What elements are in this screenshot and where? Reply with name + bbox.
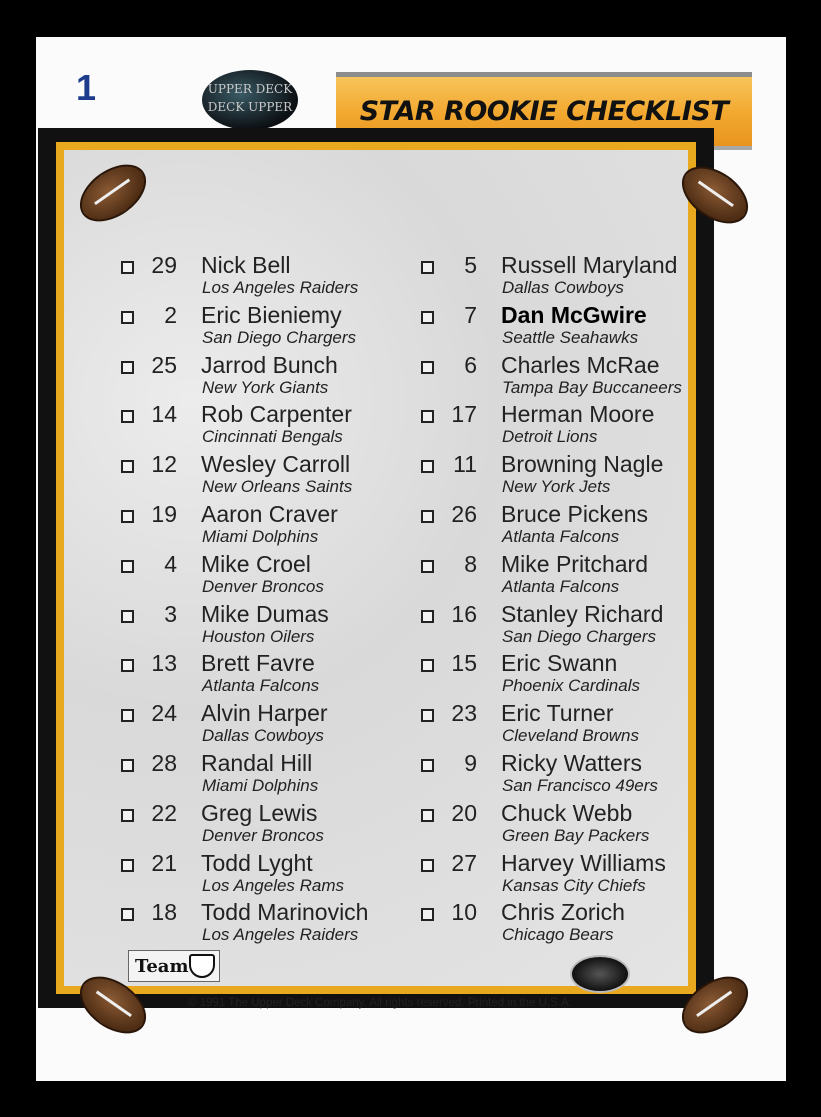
- player-team: San Francisco 49ers: [502, 776, 658, 795]
- checkbox-icon[interactable]: [121, 460, 134, 473]
- player-team: Los Angeles Raiders: [202, 925, 359, 944]
- player-team: Denver Broncos: [202, 577, 324, 596]
- checklist-row: [421, 402, 721, 450]
- checkbox-icon[interactable]: [421, 659, 434, 672]
- card-number-label: 22: [151, 800, 177, 826]
- card-number-label: 4: [164, 551, 177, 577]
- card-number-label: 29: [151, 252, 177, 278]
- checklist-row: [121, 253, 421, 301]
- player-team: San Diego Chargers: [202, 328, 357, 347]
- checklist-row: [421, 651, 721, 699]
- checkbox-icon[interactable]: [421, 709, 434, 722]
- player-name: Bruce Pickens: [501, 501, 649, 527]
- card-number-label: 21: [151, 850, 177, 876]
- nflpa-logo-icon: [570, 955, 630, 993]
- checklist-row: [121, 651, 421, 699]
- checklist-row: [421, 452, 721, 500]
- card-number: 1: [76, 67, 97, 108]
- player-team: Dallas Cowboys: [502, 278, 624, 297]
- player-name: Jarrod Bunch: [201, 352, 338, 378]
- player-name: Charles McRae: [501, 352, 660, 378]
- card-number-label: 2: [164, 302, 177, 328]
- team-nfl-text: Team: [135, 956, 189, 977]
- checklist-row: [421, 701, 721, 749]
- checkbox-icon[interactable]: [421, 460, 434, 473]
- player-team: Detroit Lions: [502, 427, 598, 446]
- player-name: Todd Marinovich: [201, 899, 369, 925]
- player-name: Harvey Williams: [501, 850, 666, 876]
- checkbox-icon[interactable]: [421, 311, 434, 324]
- player-name: Eric Swann: [501, 650, 618, 676]
- player-name: Aaron Craver: [201, 501, 338, 527]
- player-team: Los Angeles Rams: [202, 876, 345, 895]
- player-name: Randal Hill: [201, 750, 313, 776]
- copyright-line: © 1991 The Upper Deck Company. All rights reserved. Printed in the U.S.A.: [188, 997, 572, 1009]
- card-number-label: 20: [451, 800, 477, 826]
- player-team: Atlanta Falcons: [202, 676, 320, 695]
- checklist-row: [421, 552, 721, 600]
- checkbox-icon[interactable]: [421, 759, 434, 772]
- checkbox-icon[interactable]: [121, 709, 134, 722]
- player-name: Wesley Carroll: [201, 451, 351, 477]
- player-team: Tampa Bay Buccaneers: [502, 378, 682, 397]
- checklist-row: [121, 851, 421, 899]
- card-number-label: 3: [164, 601, 177, 627]
- card-number-label: 15: [451, 650, 477, 676]
- card-number-label: 8: [464, 551, 477, 577]
- player-team: Miami Dolphins: [202, 776, 319, 795]
- checkbox-icon[interactable]: [421, 809, 434, 822]
- checklist-row: [421, 851, 721, 899]
- nfl-shield-icon: [189, 954, 215, 978]
- player-name: Chris Zorich: [501, 899, 625, 925]
- player-name: Mike Croel: [201, 551, 311, 577]
- player-team: Seattle Seahawks: [502, 328, 639, 347]
- card-number-label: 5: [464, 252, 477, 278]
- player-team: New York Jets: [502, 477, 611, 496]
- player-name: Eric Turner: [501, 700, 614, 726]
- checklist-row: [421, 353, 721, 401]
- player-name: Russell Maryland: [501, 252, 678, 278]
- checklist-row: [121, 552, 421, 600]
- player-name: Eric Bieniemy: [201, 302, 342, 328]
- checkbox-icon[interactable]: [121, 659, 134, 672]
- player-team: Phoenix Cardinals: [502, 676, 640, 695]
- player-name: Stanley Richard: [501, 601, 664, 627]
- checkbox-icon[interactable]: [121, 261, 134, 274]
- player-team: Kansas City Chiefs: [502, 876, 646, 895]
- player-team: Denver Broncos: [202, 826, 324, 845]
- checklist-row: [121, 402, 421, 450]
- player-team: Miami Dolphins: [202, 527, 319, 546]
- player-team: San Diego Chargers: [502, 627, 657, 646]
- player-team: Atlanta Falcons: [502, 527, 620, 546]
- checklist-row: [421, 751, 721, 799]
- logo-text-bottom: DECK UPPER: [207, 100, 293, 114]
- checkbox-icon[interactable]: [121, 361, 134, 374]
- card-number-label: 10: [451, 899, 477, 925]
- checklist-row: [421, 801, 721, 849]
- player-name: Browning Nagle: [501, 451, 664, 477]
- player-team: Atlanta Falcons: [502, 577, 620, 596]
- checkbox-icon[interactable]: [121, 311, 134, 324]
- player-name: Mike Pritchard: [501, 551, 648, 577]
- player-team: Cincinnati Bengals: [202, 427, 343, 446]
- checklist-row: [121, 900, 421, 948]
- card-number-label: 6: [464, 352, 477, 378]
- checklist-row: [121, 751, 421, 799]
- player-team: Dallas Cowboys: [202, 726, 324, 745]
- card-number-label: 25: [151, 352, 177, 378]
- card-number-label: 18: [151, 899, 177, 925]
- upper-deck-logo-icon: [202, 70, 298, 130]
- player-name: Dan McGwire: [501, 302, 647, 328]
- player-name: Alvin Harper: [201, 700, 328, 726]
- card-number-label: 17: [451, 401, 477, 427]
- player-name: Mike Dumas: [201, 601, 329, 627]
- checklist-row: [421, 602, 721, 650]
- card-number-label: 26: [451, 501, 477, 527]
- checklist-row: [421, 303, 721, 351]
- checklist-row: [421, 900, 721, 948]
- card-number-label: 12: [151, 451, 177, 477]
- checklist-row: [121, 303, 421, 351]
- checkbox-icon[interactable]: [121, 510, 134, 523]
- player-name: Nick Bell: [201, 252, 291, 278]
- card-number-label: 7: [464, 302, 477, 328]
- player-name: Ricky Watters: [501, 750, 642, 776]
- logo-text-top: UPPER DECK: [207, 82, 293, 96]
- player-name: Todd Lyght: [201, 850, 313, 876]
- player-name: Rob Carpenter: [201, 401, 352, 427]
- player-team: Green Bay Packers: [502, 826, 650, 845]
- card-number-label: 23: [451, 700, 477, 726]
- checkbox-icon[interactable]: [121, 410, 134, 423]
- player-team: Chicago Bears: [502, 925, 614, 944]
- player-team: Los Angeles Raiders: [202, 278, 359, 297]
- checkbox-icon[interactable]: [421, 908, 434, 921]
- checklist-row: [421, 253, 721, 301]
- card-number-label: 27: [451, 850, 477, 876]
- checklist-row: [121, 602, 421, 650]
- checkbox-icon[interactable]: [121, 809, 134, 822]
- checkbox-icon[interactable]: [121, 908, 134, 921]
- checklist-row: [121, 452, 421, 500]
- checkbox-icon[interactable]: [121, 759, 134, 772]
- checkbox-icon[interactable]: [421, 410, 434, 423]
- checkbox-icon[interactable]: [421, 510, 434, 523]
- checkbox-icon[interactable]: [421, 859, 434, 872]
- player-team: New York Giants: [202, 378, 329, 397]
- checklist-title: STAR ROOKIE CHECKLIST: [359, 96, 729, 127]
- checkbox-icon[interactable]: [121, 610, 134, 623]
- card-number-label: 13: [151, 650, 177, 676]
- player-name: Greg Lewis: [201, 800, 318, 826]
- card-number-label: 11: [453, 451, 477, 477]
- card-number-label: 24: [151, 700, 177, 726]
- card-number-label: 9: [464, 750, 477, 776]
- card-number-label: 19: [151, 501, 177, 527]
- player-name: Herman Moore: [501, 401, 655, 427]
- player-team: Cleveland Browns: [502, 726, 640, 745]
- checkbox-icon[interactable]: [421, 610, 434, 623]
- card-number-label: 14: [151, 401, 177, 427]
- checkbox-icon[interactable]: [421, 560, 434, 573]
- checkbox-icon[interactable]: [421, 361, 434, 374]
- checklist-row: [121, 701, 421, 749]
- checkbox-icon[interactable]: [121, 859, 134, 872]
- team-nfl-logo: [128, 950, 220, 982]
- player-team: Houston Oilers: [202, 627, 315, 646]
- checklist-row: [121, 801, 421, 849]
- card-number-label: 28: [151, 750, 177, 776]
- card-number-label: 16: [451, 601, 477, 627]
- checkbox-icon[interactable]: [421, 261, 434, 274]
- checklist-row: [421, 502, 721, 550]
- player-name: Brett Favre: [201, 650, 315, 676]
- player-name: Chuck Webb: [501, 800, 633, 826]
- checklist-row: [121, 502, 421, 550]
- player-team: New Orleans Saints: [202, 477, 353, 496]
- checklist-row: [121, 353, 421, 401]
- checkbox-icon[interactable]: [121, 560, 134, 573]
